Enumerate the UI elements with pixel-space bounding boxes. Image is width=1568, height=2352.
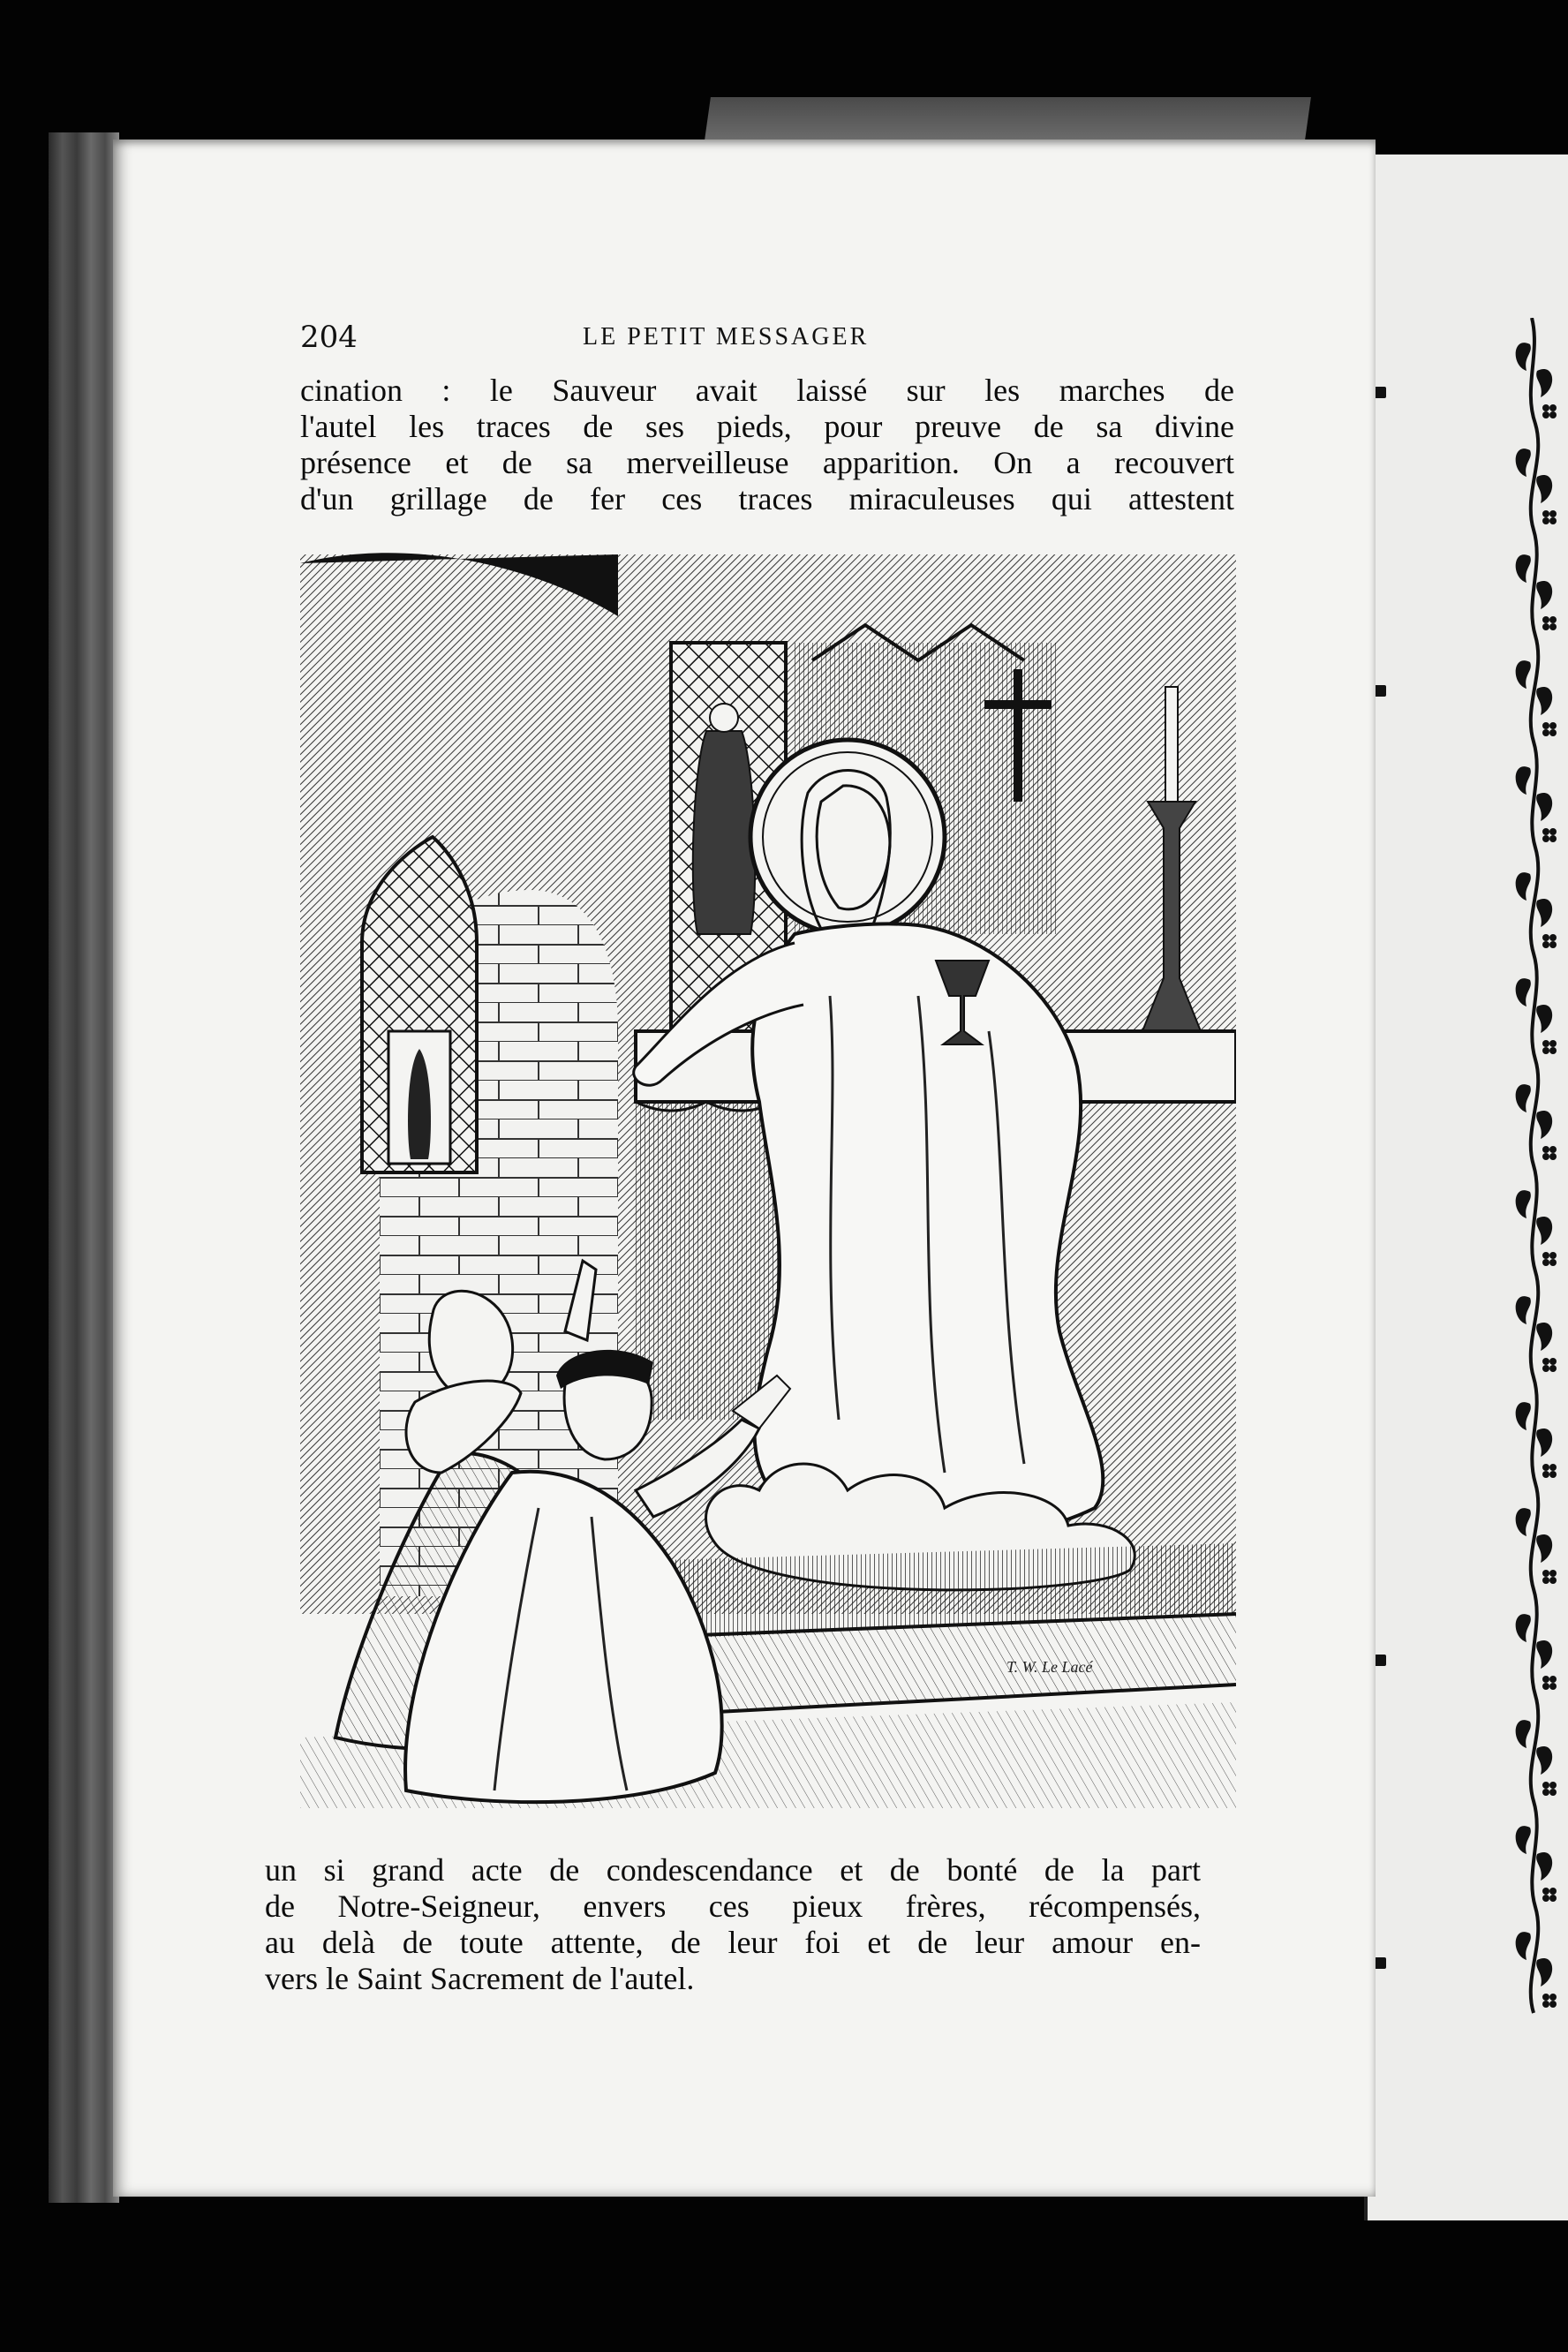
paragraph-bottom (265, 1852, 1201, 1997)
grape-dot (1549, 828, 1557, 835)
grape-dot (1549, 1570, 1557, 1577)
grape-dot (1542, 1358, 1549, 1365)
page-stack-edge (49, 132, 119, 2203)
grape-dot (1542, 1789, 1549, 1796)
text-line: au delà de toute attente, de leur foi et de leur amour en- (265, 1925, 1201, 1960)
grape-dot (1549, 517, 1557, 524)
grape-dot (1549, 616, 1557, 623)
grape-dot (1549, 1676, 1557, 1683)
grape-dot (1542, 934, 1549, 941)
grape-dot (1549, 729, 1557, 736)
grape-dot (1549, 1365, 1557, 1372)
grape-dot (1542, 1259, 1549, 1266)
text-line: un si grand acte de condescendance et de bonté de la part (265, 1852, 1201, 1888)
text-line: cination : le Sauveur avait laissé sur les marches de (300, 373, 1234, 408)
grape-dot (1542, 1252, 1549, 1259)
grape-dot (1542, 1676, 1549, 1683)
grape-dot (1542, 729, 1549, 736)
grape-dot (1549, 1464, 1557, 1471)
grape-dot (1542, 411, 1549, 418)
grape-dot (1542, 1146, 1549, 1153)
grape-dot (1549, 1577, 1557, 1584)
grape-dot (1542, 510, 1549, 517)
grape-dot (1542, 1888, 1549, 1895)
grape-dot (1542, 517, 1549, 524)
artist-signature: T. W. Le Lacé (1006, 1658, 1093, 1676)
grape-dot (1542, 1570, 1549, 1577)
grape-dot (1542, 1047, 1549, 1054)
grape-dot (1542, 1577, 1549, 1584)
grape-dot (1542, 616, 1549, 623)
text-line: d'un grillage de fer ces traces miraculeuses qui attestent (300, 481, 1234, 516)
grape-dot (1549, 1146, 1557, 1153)
text-line: présence et de sa merveilleuse apparition. On a recouvert (300, 445, 1234, 480)
grape-dot (1542, 1040, 1549, 1047)
grape-dot (1542, 835, 1549, 842)
grape-dot (1549, 1252, 1557, 1259)
grape-dot (1542, 722, 1549, 729)
grape-dot (1549, 1259, 1557, 1266)
grape-dot (1549, 411, 1557, 418)
grape-dot (1542, 1782, 1549, 1789)
running-title: LE PETIT MESSAGER (583, 323, 870, 351)
grape-dot (1549, 1888, 1557, 1895)
grape-dot (1542, 941, 1549, 948)
grape-dot (1549, 835, 1557, 842)
grape-dot (1549, 1358, 1557, 1365)
grape-dot (1542, 1994, 1549, 2001)
grape-dot (1549, 941, 1557, 948)
grape-dot (1549, 1153, 1557, 1160)
grape-dot (1542, 1895, 1549, 1902)
grape-dot (1549, 1040, 1557, 1047)
grape-dot (1549, 2001, 1557, 2008)
running-head (300, 320, 1236, 364)
grape-dot (1549, 1683, 1557, 1690)
grape-dot (1542, 404, 1549, 411)
text-line: de Notre-Seigneur, envers ces pieux frères, récompensés, (265, 1888, 1201, 1924)
text-line: vers le Saint Sacrement de l'autel. (265, 1961, 695, 1996)
grape-dot (1549, 1471, 1557, 1478)
text-line: l'autel les traces de ses pieds, pour preuve de sa divine (300, 409, 1234, 444)
grape-dot (1549, 1047, 1557, 1054)
grape-dot (1549, 722, 1557, 729)
grape-dot (1542, 828, 1549, 835)
grape-dot (1542, 1153, 1549, 1160)
grape-dot (1542, 1471, 1549, 1478)
grape-dot (1542, 623, 1549, 630)
grape-dot (1542, 1464, 1549, 1471)
grape-dot (1549, 1994, 1557, 2001)
grape-dot (1549, 510, 1557, 517)
grape-dot (1542, 1365, 1549, 1372)
ornamental-vine-border (1514, 318, 1567, 2048)
grape-dot (1542, 2001, 1549, 2008)
grape-dot (1542, 1683, 1549, 1690)
grape-dot (1549, 934, 1557, 941)
engraving-illustration (300, 537, 1236, 1808)
grape-dot (1549, 1789, 1557, 1796)
grape-dot (1549, 404, 1557, 411)
grape-dot (1549, 623, 1557, 630)
grape-dot (1549, 1782, 1557, 1789)
page-number: 204 (300, 320, 358, 355)
grape-dot (1549, 1895, 1557, 1902)
paragraph-top (300, 373, 1234, 517)
